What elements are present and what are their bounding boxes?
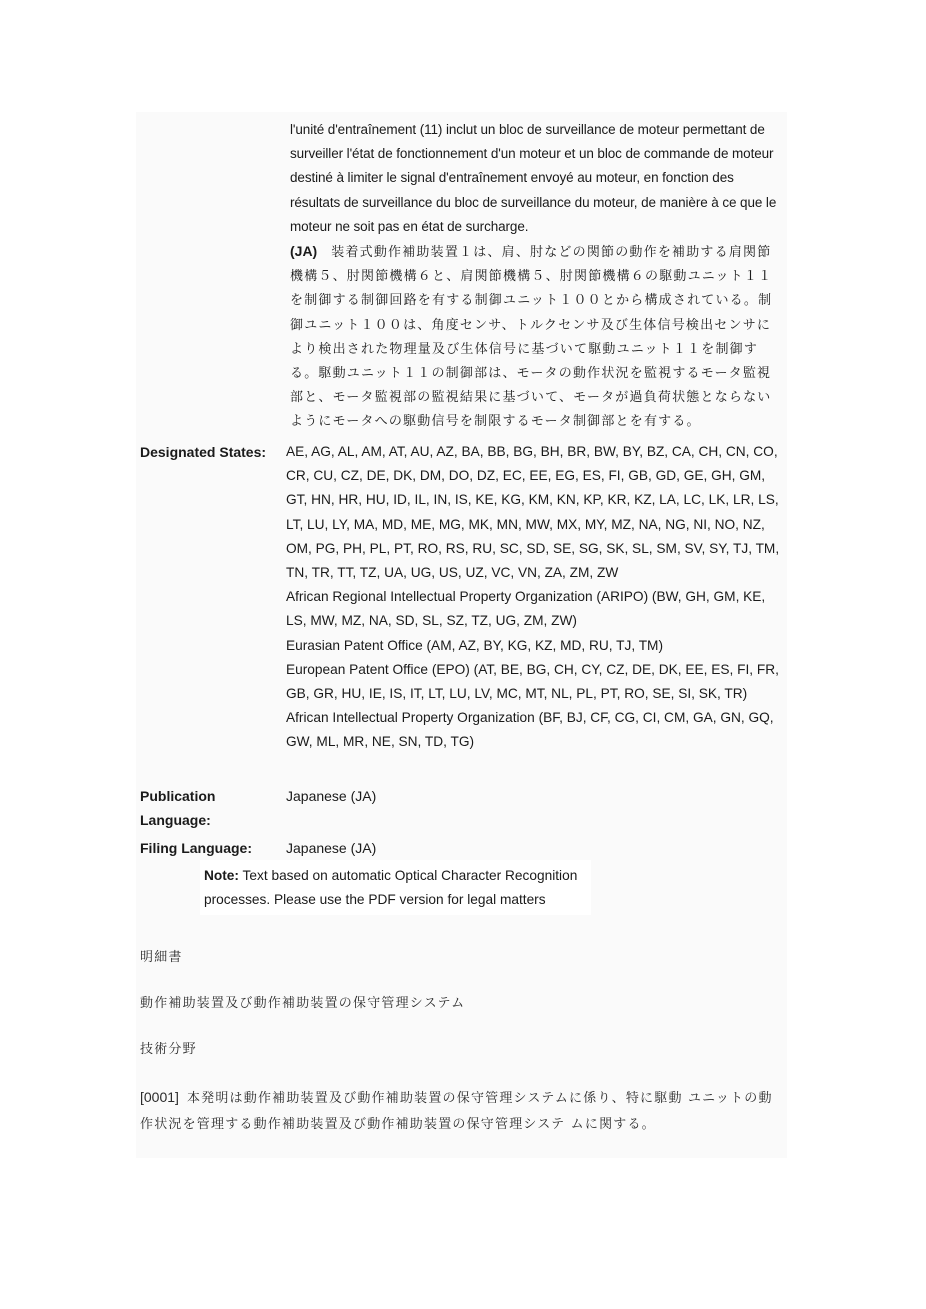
publication-language-value: Japanese (JA) bbox=[286, 788, 377, 804]
paragraph-text: 本発明は動作補助装置及び動作補助装置の保守管理システムに係り、特に駆動 ユニットの動作状況を管理する動作補助装置及び動作補助装置の保守管理システ ムに関する。 bbox=[140, 1091, 773, 1132]
oapi-states: African Intellectual Property Organization (BF, BJ, CF, CG, CI, CM, GA, GN, GQ, GW, ML, MR, NE, SN, TD, TG) bbox=[286, 710, 774, 750]
filing-language-label: Filing Language: bbox=[140, 840, 252, 856]
ocr-note-text bbox=[204, 864, 592, 912]
abstract-japanese bbox=[290, 239, 784, 435]
paragraph-0001 bbox=[140, 1085, 785, 1137]
invention-title: 動作補助装置及び動作補助装置の保守管理システム bbox=[140, 996, 466, 1011]
ocr-note-body: Text based on automatic Optical Character Recognition processes. Please use the PDF version for legal matters bbox=[204, 868, 578, 907]
aripo-states: African Regional Intellectual Property Organization (ARIPO) (BW, GH, GM, KE, LS, MW, MZ, NA, SD, SL, SZ, TZ, UG, ZM, ZW) bbox=[286, 589, 766, 629]
ocr-note bbox=[200, 860, 591, 915]
description-heading: 明細書 bbox=[140, 950, 183, 965]
publication-language-label: Publication Language: bbox=[140, 788, 216, 828]
abstract-language-tag: (JA) bbox=[290, 243, 318, 260]
filing-language-value: Japanese (JA) bbox=[286, 840, 377, 856]
eurasian-states: Eurasian Patent Office (AM, AZ, BY, KG, KZ, MD, RU, TJ, TM) bbox=[286, 637, 664, 653]
designated-states-label: Designated States: bbox=[140, 444, 267, 460]
paragraph-number: [0001] bbox=[140, 1089, 179, 1105]
technical-field-heading: 技術分野 bbox=[140, 1042, 197, 1057]
abstract-value bbox=[286, 118, 786, 435]
ocr-note-label: Note: bbox=[204, 868, 239, 883]
designated-states-value bbox=[286, 440, 786, 755]
epo-states: European Patent Office (EPO) (AT, BE, BG, CH, CY, CZ, DE, DK, EE, ES, FI, FR, GB, GR, HU, IE, IS, IT, LT, LU, LV, MC, MT, NL, PL, PT, RO, SE, SI, SK, TR) bbox=[286, 661, 779, 702]
abstract-japanese-text: 装着式動作補助装置１は、肩、肘などの関節の動作を補助する肩関節機構５、肘関節機構６と、肩関節機構５、肘関節機構６の駆動ユニット１１を制御する制御回路を有する制御ユニット１００とから構成されている。制御ユニット１００は、角度センサ、トルクセンサ及び生体信号検出センサにより検出された物理量及び生体信号に基づいて駆動ユニット１１を制御する。駆動ユニット１１の制御部は、モータの動作状況を監視するモータ監視部と、モータ監視部の監視結果に基づいて、モータが過負荷状態とならないようにモータへの駆動信号を制限するモータ制御部とを有する。 bbox=[290, 245, 773, 430]
national-states: AE, AG, AL, AM, AT, AU, AZ, BA, BB, BG, BH, BR, BW, BY, BZ, CA, CH, CN, CO, CR, CU, CZ, DE, DK, DM, DO, DZ, EC, EE, EG, ES, FI, GB, GD, GE, GH, GM, GT, HN, HR, HU, ID, IL, IN, IS, KE, KG, KM, KN, KP, KR, KZ, LA, LC, LK, LR, LS, LT, LU, LY, MA, MD, ME, MG, MK, MN, MW, MX, MY, MZ, NA, NG, NI, NO, NZ, OM, PG, PH, PL, PT, RO, RS, RU, SC, SD, SE, SG, SK, SL, SM, SV, SY, TJ, TM, TN, TR, TT, TZ, UA, UG, US, UZ, VC, VN, ZA, ZM, ZW bbox=[286, 444, 780, 581]
abstract-french-text: l'unité d'entraînement (11) inclut un bloc de surveillance de moteur permettant de surveiller l'état de fonctionnement d'un moteur et un bloc de commande de moteur destiné à limiter le signal d'entraînement envoyé au moteur, en fonction des résultats de surveillance du bloc de surveillance du moteur, de manière à ce que le moteur ne soit pas en état de surcharge. bbox=[290, 122, 777, 234]
